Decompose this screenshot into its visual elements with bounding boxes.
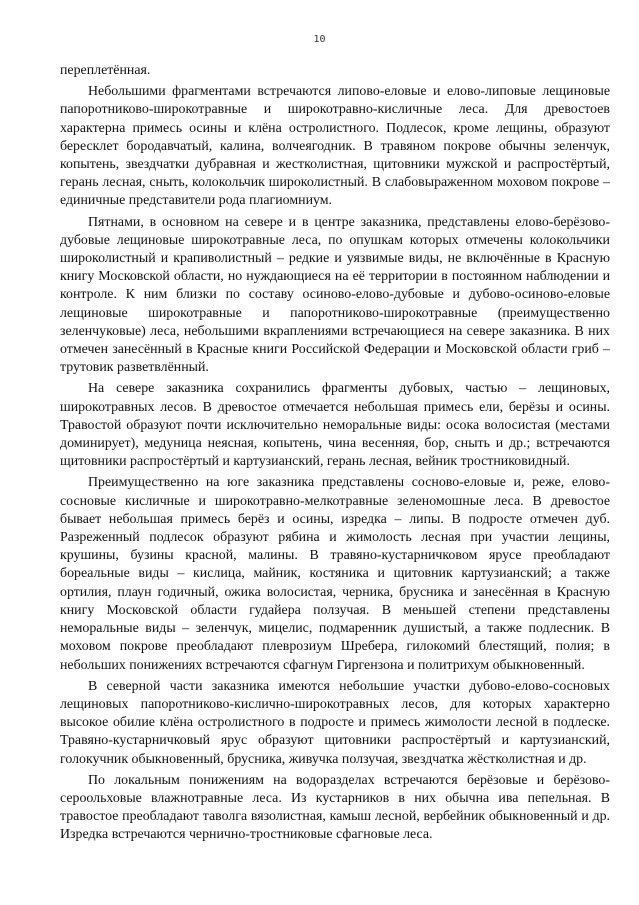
paragraph-spruce-birch-oak-forests: Пятнами, в основном на севере и в центре заказника, представлены елово-берёзово-дубовые лещиновые широкотравные леса, по опушкам которых отмечены колокольчики широколистный и крапиволистный – редкие и уязвимые виды, не включённые в Красную книгу Московской области, но нуждающиеся на её территории в постоянном наблюдении и контроле. К ним близки по составу осиново-елово-дубовые и дубово-осиново-еловые лещиновые широкотравные и папоротниково-широкотравные (преимущественно зеленчуковые) леса, небольшими вкраплениями встречающиеся на севере заказника. В них отмечен занесённый в Красные книги Российской Федерации и Московской области гриб – трутовик разветвлённый. [60,214,610,376]
paragraph-northern-part: В северной части заказника имеются небольшие участки дубово-елово-сосновых лещиновых папоротниково-кислично-широкотравных лесов, для которых характерно высокое обилие клёна остролистного в подросте и примесь жимолости лесной в подлеске. Травяно-кустарничковый ярус образуют щитовники распростёртый и картузианский, голокучник обыкновенный, брусника, живучка ползучая, звездчатка жёстколистная и др. [60,678,610,767]
paragraph-oak-forests: На севере заказника сохранились фрагменты дубовых, частью – лещиновых, широкотравных лесов. В древостое отмечается небольшая примесь ели, берёзы и осины. Травостой образуют почти исключительно неморальные виды: осока волосистая (местами доминирует), медуница неясная, копытень, чина весенняя, бор, сныть и др.; встречаются щитовники распростёртый и картузианский, герань лесная, вейник тростниковидный. [60,381,610,470]
body-text [60,62,610,848]
paragraph-linden-spruce-forests: Небольшими фрагментами встречаются липово-еловые и елово-липовые лещиновые папоротниково-широкотравные и широкотравно-кисличные леса. Для древостоев характерна примесь осины и клёна остролистного. Подлесок, кроме лещины, образуют бересклет бородавчатый, калина, волчеягодник. В травяном покрове обычны зеленчук, копытень, звездчатки дубравная и жестколистная, щитовники мужской и распростёртый, герань лесная, сныть, колокольчик широколистный. В слабовыраженном моховом покрове – единичные представители рода плагиомниум. [60,84,610,209]
paragraph-pine-spruce-forests: Преимущественно на юге заказника представлены сосново-еловые и, реже, елово-сосновые кисличные и широкотравно-мелкотравные зеленомошные леса. В древостое бывает небольшая примесь берёз и осины, изредка – липы. В подросте отмечен дуб. Разреженный подлесок образуют рябина и жимолость лесная при участии лещины, крушины, бузины красной, малины. В травяно-кустарничковом ярусе преобладают бореальные виды – кислица, майник, костяника и щитовник картузианский; а также ортилия, плаун годичный, ожика волосистая, черника, брусника и занесённая в Красную книгу Московской области гудайера ползучая. В меньшей степени представлены неморальные виды – зеленчук, мицелис, подмаренник душистый, а также подлесник. В моховом покрове преобладают плеврозиум Шребера, гилокомий блестящий, полия; в небольших понижениях встречаются сфагнум Гиргензона и политрихум обыкновенный. [60,475,610,673]
paragraph-local-depressions: По локальным понижениям на водоразделах встречаются берёзовые и берёзово-сероольховые влажнотравные леса. Из кустарников в них обычна ива пепельная. В травостое преобладают таволга вязолистная, камыш лесной, вербейник обыкновенный и др. Изредка встречаются чернично-тростниковые сфагновые леса. [60,772,610,843]
page-number: 10 [313,34,326,45]
paragraph-continuation: переплетённая. [60,63,151,78]
